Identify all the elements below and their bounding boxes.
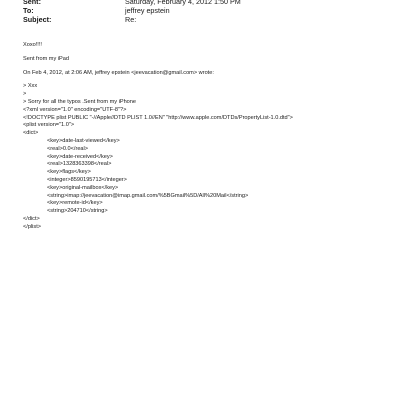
quoted-line: > xyxy=(23,91,27,98)
subject-label: Subject: xyxy=(23,15,52,24)
quote-intro: On Feb 4, 2012, at 2:06 AM, jeffrey epstein <jeevacation@gmail.com> wrote: xyxy=(23,69,214,76)
dict-line: <integer>8590195713</integer> xyxy=(47,176,127,183)
quoted-line: <plist version="1.0"> xyxy=(23,122,75,129)
dict-line: <string>204710</string> xyxy=(47,208,108,215)
sent-label: Sent: xyxy=(23,0,41,6)
closing-line: </plist> xyxy=(23,223,42,230)
dict-line: <key>remote-id</key> xyxy=(47,200,103,207)
dict-line: <real>0.0</real> xyxy=(47,145,89,152)
subject-row xyxy=(23,15,136,24)
greeting: Xoxo!!!! xyxy=(23,42,42,48)
quoted-line: <!DOCTYPE plist PUBLIC "-//Apple//DTD PLIST 1.0//EN" "http://www.apple.com/DTDs/PropertyList-1.0.dtd"> xyxy=(23,114,293,121)
closing-line: </dict> xyxy=(23,215,40,222)
quoted-line: <dict> xyxy=(23,130,39,137)
quoted-line: <?xml version="1.0" encoding="UTF-8"?> xyxy=(23,106,127,113)
dict-line: <real>1328363398</real> xyxy=(47,161,112,168)
message-body xyxy=(23,42,393,232)
dict-line: <key>original-mailbox</key> xyxy=(47,184,119,191)
quoted-line: > Xxx xyxy=(23,83,38,90)
to-label: To: xyxy=(23,6,34,15)
subject-value: Re: xyxy=(125,15,137,24)
quoted-line: > Sorry for all the typos .Sent from my iPhone xyxy=(23,98,137,105)
dict-line: <key>date-received</key> xyxy=(47,153,113,160)
dict-line: <string>imap://jeevacation@imap.gmail.com/%5BGmail%5D/All%20Mail</string> xyxy=(47,192,249,199)
sent-value: Saturday, February 4, 2012 1:50 PM xyxy=(125,0,241,6)
dict-line: <key>flags</key> xyxy=(47,169,91,176)
signature: Sent from my iPad xyxy=(23,55,70,62)
dict-line: <key>date-last-viewed</key> xyxy=(47,137,120,144)
to-value: jeffrey epstein xyxy=(125,6,170,15)
to-row xyxy=(23,6,170,15)
